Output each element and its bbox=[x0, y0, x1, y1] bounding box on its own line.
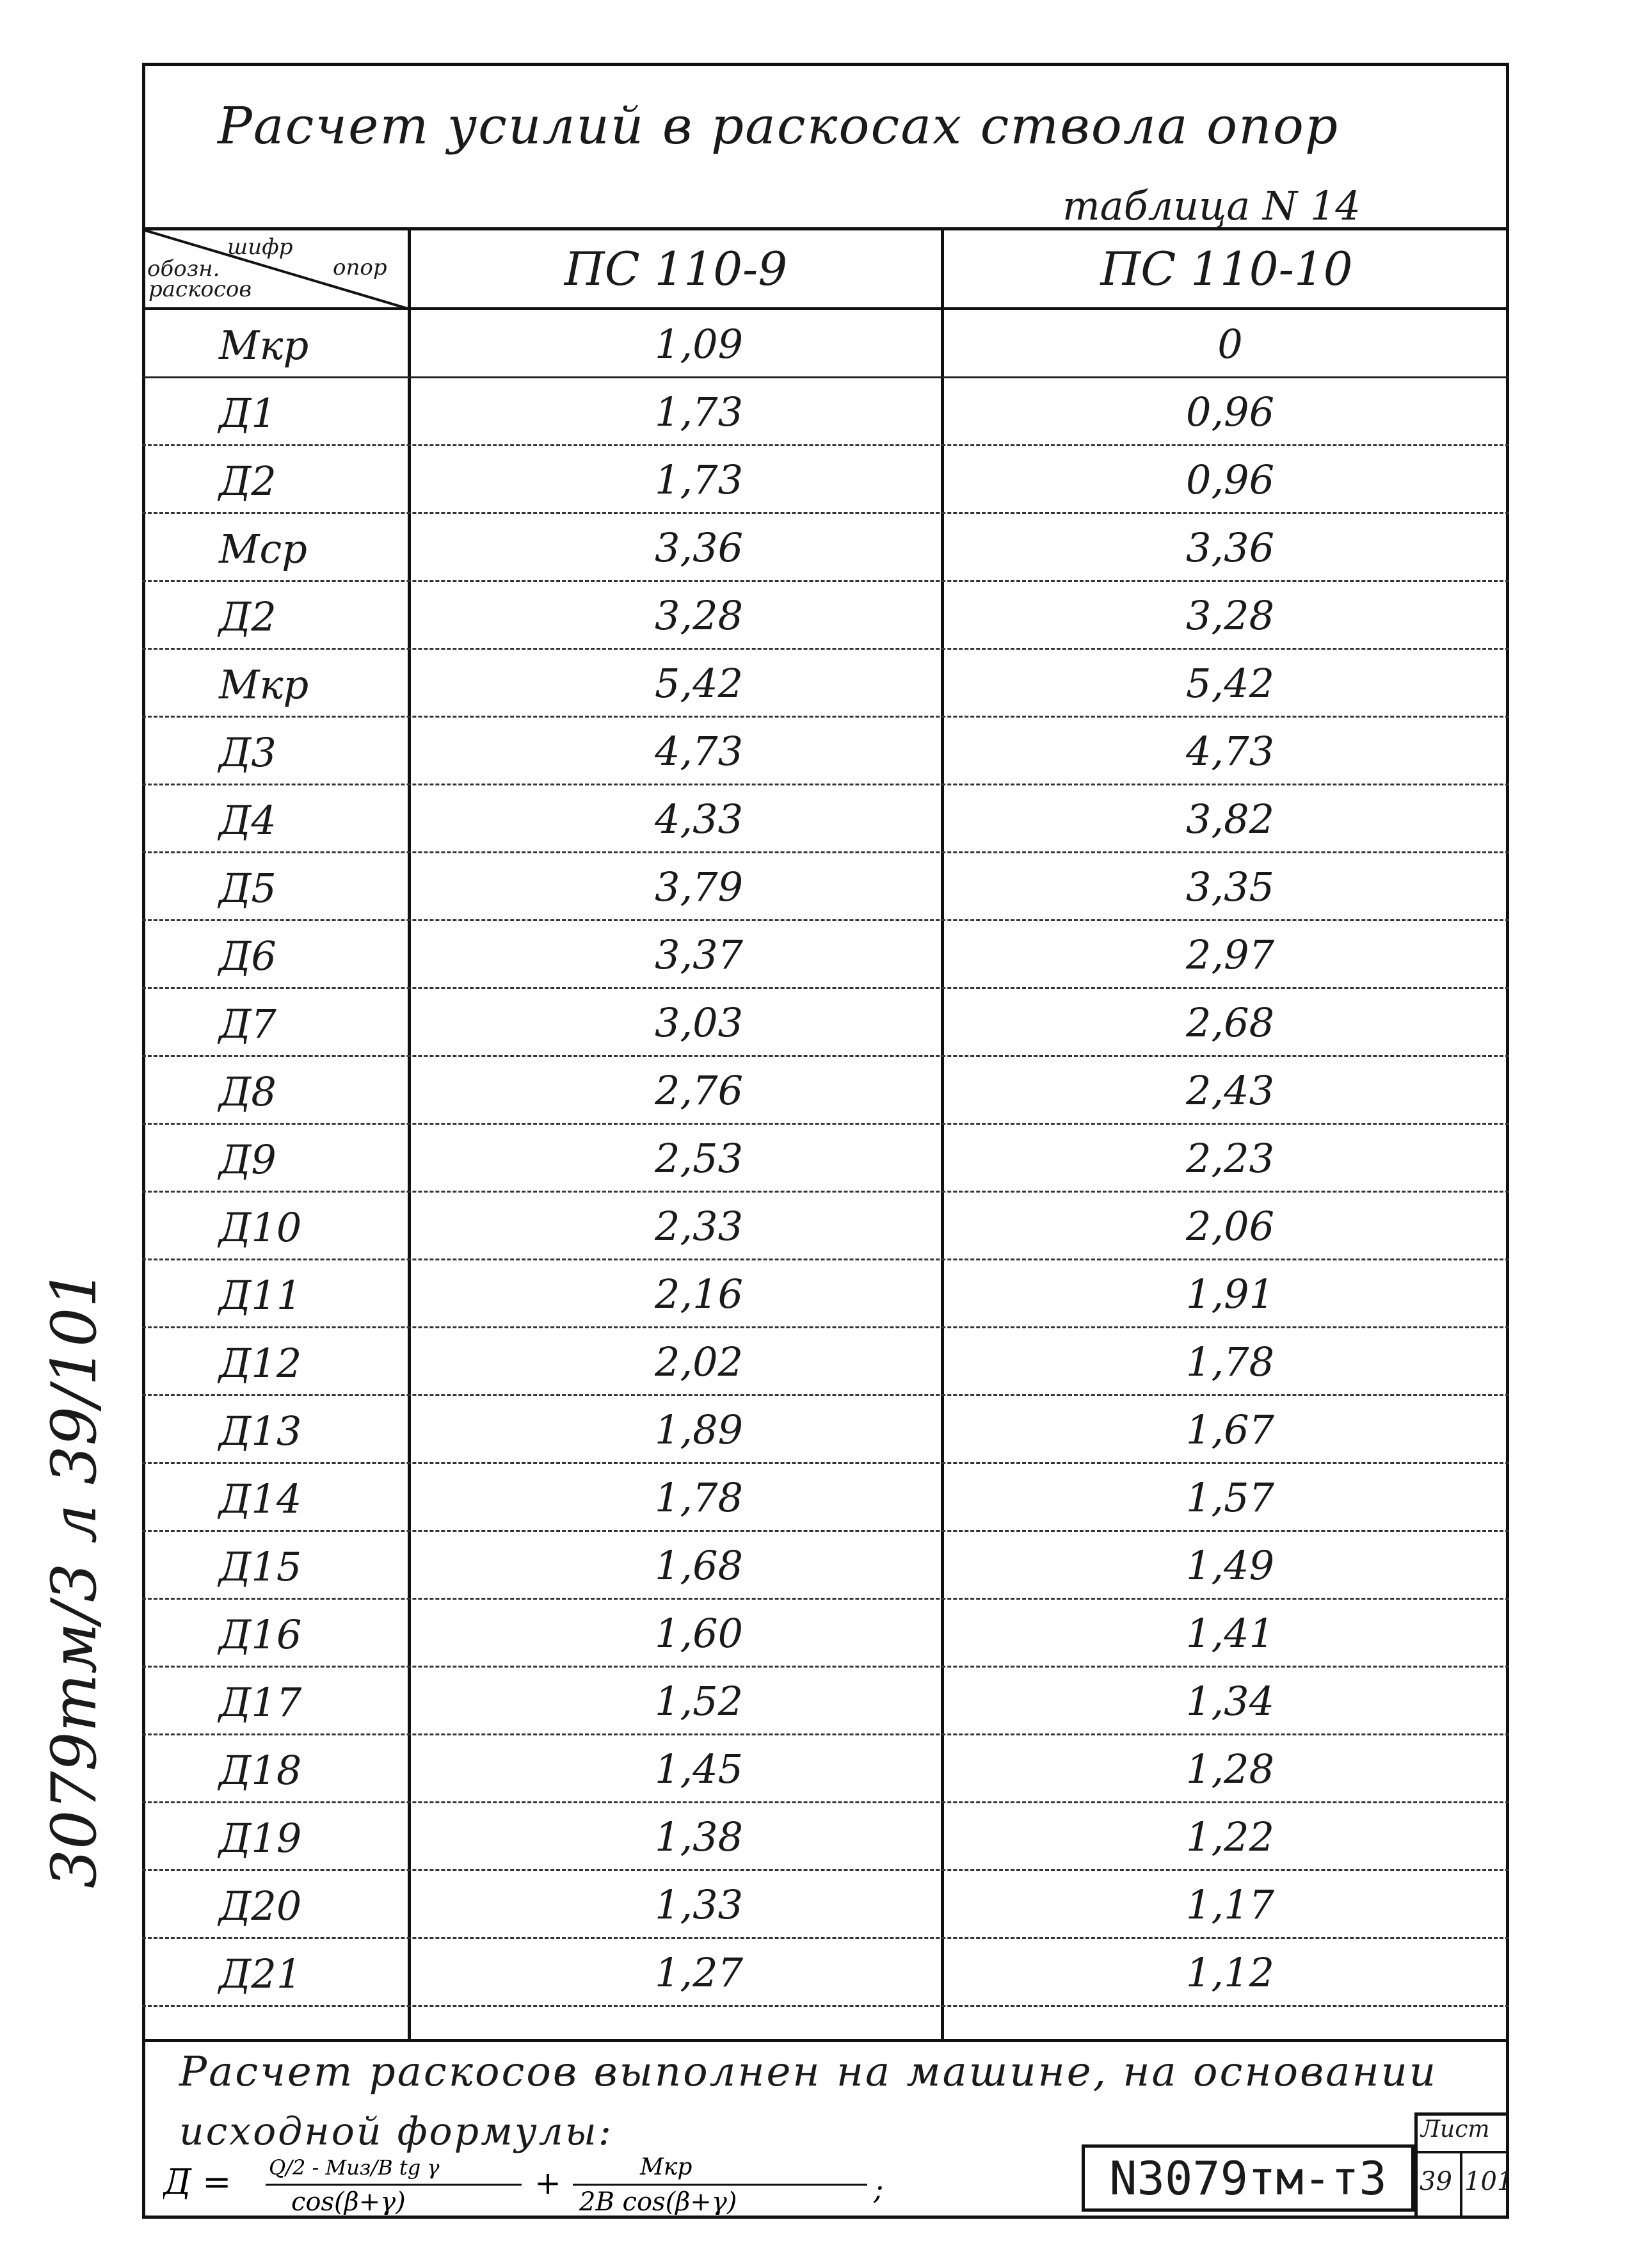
cell-ps110-9: 2,53 bbox=[654, 1135, 744, 1182]
cell-ps110-9: 3,79 bbox=[654, 864, 744, 910]
row-label: Мср bbox=[219, 526, 307, 572]
cell-ps110-9: 5,42 bbox=[654, 660, 744, 707]
header-rule bbox=[142, 307, 1509, 310]
table-bottom-rule bbox=[142, 2039, 1509, 2042]
page-title: Расчет усилий в раскосах ствола опор bbox=[218, 96, 1340, 156]
table-row bbox=[142, 378, 1509, 446]
row-label: Д20 bbox=[219, 1883, 302, 1929]
cell-ps110-10: 1,57 bbox=[1185, 1474, 1275, 1521]
table-row bbox=[142, 1735, 1509, 1803]
table-row bbox=[142, 1396, 1509, 1464]
row-label: Д17 bbox=[219, 1679, 302, 1726]
row-label: Д2 bbox=[219, 593, 276, 640]
cell-ps110-9: 2,16 bbox=[654, 1271, 744, 1317]
cell-ps110-9: 1,38 bbox=[654, 1814, 744, 1860]
note-line-2: исходной формулы: bbox=[179, 2109, 613, 2154]
row-label: Д9 bbox=[219, 1136, 276, 1183]
row-label: Мкр bbox=[219, 322, 309, 369]
document-code-stamp: N3079тм-т3 bbox=[1082, 2144, 1414, 2212]
cell-ps110-10: 3,35 bbox=[1185, 864, 1275, 910]
row-label: Д14 bbox=[219, 1476, 302, 1522]
table-row bbox=[142, 853, 1509, 921]
header-corner-left1: обозн. bbox=[147, 256, 220, 282]
table-row bbox=[142, 1193, 1509, 1260]
row-separator bbox=[142, 2005, 1509, 2007]
cell-ps110-9: 1,73 bbox=[654, 456, 744, 503]
row-label: Д19 bbox=[219, 1815, 302, 1862]
row-label: Д4 bbox=[219, 797, 276, 844]
cell-ps110-10: 1,34 bbox=[1185, 1678, 1275, 1725]
note-line-1: Расчет раскосов выполнен на машине, на основании bbox=[179, 2048, 1438, 2096]
cell-ps110-10: 4,73 bbox=[1185, 728, 1275, 775]
table-row bbox=[142, 446, 1509, 514]
cell-ps110-9: 2,02 bbox=[654, 1339, 744, 1385]
cell-ps110-9: 1,78 bbox=[654, 1474, 744, 1521]
table-row bbox=[142, 989, 1509, 1057]
header-col2: ПС 110-10 bbox=[1100, 242, 1353, 296]
cell-ps110-9: 1,73 bbox=[654, 389, 744, 435]
table-row bbox=[142, 1871, 1509, 1939]
table-row bbox=[142, 1939, 1509, 2007]
cell-ps110-10: 0,96 bbox=[1185, 456, 1275, 503]
cell-ps110-10: 1,78 bbox=[1185, 1339, 1275, 1385]
table-row bbox=[142, 1464, 1509, 1532]
table-row bbox=[142, 921, 1509, 989]
row-label: Д8 bbox=[219, 1068, 276, 1115]
row-label: Д16 bbox=[219, 1611, 302, 1658]
formula-lhs: Д = bbox=[163, 2162, 232, 2202]
table-row bbox=[142, 1260, 1509, 1328]
cell-ps110-10: 1,22 bbox=[1185, 1814, 1275, 1860]
cell-ps110-9: 1,45 bbox=[654, 1746, 744, 1792]
cell-ps110-10: 0,96 bbox=[1185, 389, 1275, 435]
table-row bbox=[142, 1532, 1509, 1600]
cell-ps110-10: 2,68 bbox=[1185, 999, 1275, 1046]
table-row bbox=[142, 514, 1509, 582]
row-label: Д21 bbox=[219, 1950, 302, 1997]
cell-ps110-10: 2,06 bbox=[1185, 1203, 1275, 1250]
table-row bbox=[142, 650, 1509, 718]
table-row bbox=[142, 1803, 1509, 1871]
cell-ps110-9: 4,73 bbox=[654, 728, 744, 775]
cell-ps110-10: 1,41 bbox=[1185, 1610, 1275, 1657]
table-row bbox=[142, 1328, 1509, 1396]
row-label: Д2 bbox=[219, 458, 276, 504]
cell-ps110-10: 1,28 bbox=[1185, 1746, 1275, 1792]
table-row bbox=[142, 1057, 1509, 1125]
sheet-label: Лист bbox=[1421, 2116, 1490, 2143]
formula-den1: cos(β+γ) bbox=[291, 2187, 406, 2215]
cell-ps110-10: 2,43 bbox=[1185, 1067, 1275, 1114]
table-row bbox=[142, 1125, 1509, 1193]
formula-num2: Мкр bbox=[640, 2154, 692, 2180]
row-label: Д10 bbox=[219, 1204, 302, 1251]
table-row bbox=[142, 582, 1509, 650]
cell-ps110-9: 1,60 bbox=[654, 1610, 744, 1657]
header-corner-left2: раскосов bbox=[148, 277, 252, 302]
sheet-total: 101 bbox=[1464, 2167, 1514, 2196]
table-row bbox=[142, 310, 1509, 378]
table-row bbox=[142, 718, 1509, 785]
row-label: Д13 bbox=[219, 1408, 302, 1454]
cell-ps110-9: 1,52 bbox=[654, 1678, 744, 1725]
cell-ps110-9: 1,27 bbox=[654, 1949, 744, 1996]
sheet-box-divider bbox=[1460, 2151, 1462, 2219]
cell-ps110-9: 2,33 bbox=[654, 1203, 744, 1250]
formula-den2: 2B cos(β+γ) bbox=[579, 2187, 737, 2215]
formula-end: ; bbox=[874, 2171, 884, 2206]
cell-ps110-10: 1,12 bbox=[1185, 1949, 1275, 1996]
header-corner-top: шифр bbox=[227, 234, 293, 260]
cell-ps110-10: 1,17 bbox=[1185, 1881, 1275, 1928]
cell-ps110-10: 1,67 bbox=[1185, 1406, 1275, 1453]
header-col1: ПС 110-9 bbox=[564, 242, 788, 296]
cell-ps110-9: 3,03 bbox=[654, 999, 744, 1046]
row-label: Д12 bbox=[219, 1340, 302, 1387]
row-label: Д15 bbox=[219, 1543, 302, 1590]
row-label: Д18 bbox=[219, 1747, 302, 1794]
formula bbox=[163, 2154, 931, 2215]
cell-ps110-10: 0 bbox=[1217, 321, 1243, 367]
cell-ps110-10: 3,28 bbox=[1185, 592, 1275, 639]
cell-ps110-9: 2,76 bbox=[654, 1067, 744, 1114]
margin-note: 3079тм/3 л 39/101 bbox=[38, 1268, 110, 1888]
row-label: Д3 bbox=[219, 729, 276, 776]
cell-ps110-9: 3,37 bbox=[654, 931, 744, 978]
row-label: Д11 bbox=[219, 1272, 302, 1319]
row-label: Д1 bbox=[219, 390, 276, 437]
cell-ps110-9: 1,68 bbox=[654, 1542, 744, 1589]
header-corner-top2: опор bbox=[333, 255, 387, 280]
table-row bbox=[142, 1600, 1509, 1668]
formula-plus: + bbox=[534, 2164, 561, 2201]
table-row bbox=[142, 1668, 1509, 1735]
cell-ps110-10: 2,97 bbox=[1185, 931, 1275, 978]
table-number: таблица N 14 bbox=[1062, 182, 1361, 229]
formula-num1: Q/2 - Mиз/B tg γ bbox=[269, 2155, 440, 2180]
row-label: Д5 bbox=[219, 865, 276, 912]
cell-ps110-10: 1,91 bbox=[1185, 1271, 1275, 1317]
row-label: Мкр bbox=[219, 661, 309, 708]
table-row bbox=[142, 785, 1509, 853]
sheet-number: 39 bbox=[1420, 2167, 1452, 2196]
cell-ps110-10: 1,49 bbox=[1185, 1542, 1275, 1589]
cell-ps110-9: 3,36 bbox=[654, 524, 744, 571]
cell-ps110-9: 1,09 bbox=[654, 321, 744, 367]
cell-ps110-9: 4,33 bbox=[654, 796, 744, 842]
cell-ps110-10: 3,36 bbox=[1185, 524, 1275, 571]
cell-ps110-10: 2,23 bbox=[1185, 1135, 1275, 1182]
cell-ps110-9: 3,28 bbox=[654, 592, 744, 639]
cell-ps110-9: 1,89 bbox=[654, 1406, 744, 1453]
cell-ps110-10: 5,42 bbox=[1185, 660, 1275, 707]
row-label: Д6 bbox=[219, 933, 276, 979]
cell-ps110-10: 3,82 bbox=[1185, 796, 1275, 842]
row-label: Д7 bbox=[219, 1001, 276, 1047]
cell-ps110-9: 1,33 bbox=[654, 1881, 744, 1928]
